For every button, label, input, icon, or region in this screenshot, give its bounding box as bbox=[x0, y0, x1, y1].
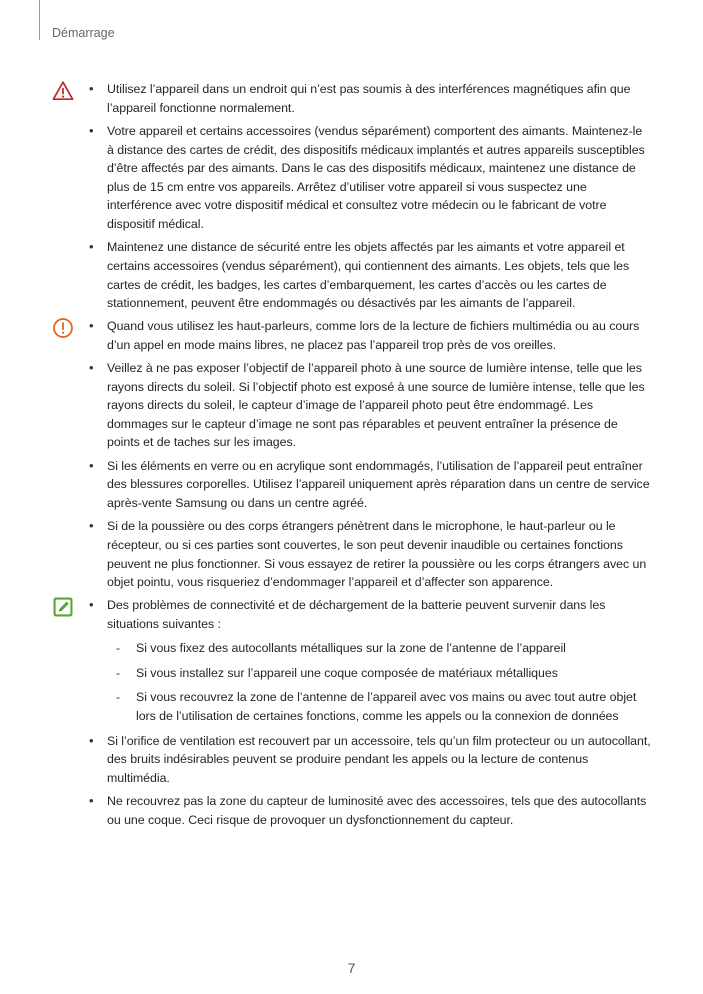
warning-item: • Utilisez l’appareil dans un endroit qui n’est pas soumis à des interférences magnétiques afin que l’appareil fonctionne normalement. bbox=[88, 80, 652, 117]
note-item: • Ne recouvrez pas la zone du capteur de luminosité avec des accessoires, tels que des autocollants ou une coque. Ceci risque de provoquer un dysfonctionnement du capteur. bbox=[88, 792, 652, 829]
section-header: Démarrage bbox=[52, 26, 115, 40]
note-subitem: - Si vous fixez des autocollants métalliques sur la zone de l’antenne de l’appareil bbox=[107, 639, 652, 658]
caution-item: • Si de la poussière ou des corps étrangers pénètrent dans le microphone, le haut-parleur ou le récepteur, ou si ces parties sont couvertes, le son peut devenir inaudible ou certaines fonctions peuvent ne plus fonctionner. Si vous essayez de retirer la poussière ou les corps étrangers avec un objet pointu, vous risqueriez d’endommager l’appareil et d’affecter son apparence. bbox=[88, 517, 652, 591]
note-list bbox=[88, 596, 652, 834]
note-item-text: Des problèmes de connectivité et de déchargement de la batterie peuvent survenir dans les situations suivantes : bbox=[107, 598, 606, 631]
caution-item: • Quand vous utilisez les haut-parleurs, comme lors de la lecture de fichiers multimédia ou au cours d’un appel en mode mains libres, ne placez pas l’appareil trop près de vos oreilles. bbox=[88, 317, 652, 354]
warning-triangle-icon bbox=[52, 80, 74, 102]
header-divider bbox=[39, 0, 40, 40]
caution-item: • Si les éléments en verre ou en acrylique sont endommagés, l’utilisation de l’appareil peut entraîner des blessures corporelles. Utilisez l’appareil uniquement après réparation dans un centre de service après-vente Samsung ou dans un centre agréé. bbox=[88, 457, 652, 513]
caution-exclamation-icon bbox=[52, 317, 74, 339]
note-pencil-icon bbox=[52, 596, 74, 618]
note-subitem: - Si vous recouvrez la zone de l’antenne de l’appareil avec vos mains ou avec tout autre objet lors de l’utilisation de certaines fonctions, comme les appels ou la connexion de données bbox=[107, 688, 652, 725]
caution-list bbox=[88, 317, 652, 597]
warning-item: • Votre appareil et certains accessoires (vendus séparément) comportent des aimants. Maintenez-le à distance des cartes de crédit, des dispositifs médicaux implantés et autres appareils susceptibles d’être affectés par des aimants. Dans le cas des dispositifs médicaux, maintenez une distance de plus de 15 cm entre vos appareils. Arrêtez d’utiliser votre appareil si vous suspectez une interférence avec votre dispositif médical et consultez votre médecin ou le fabricant de votre dispositif médical. bbox=[88, 122, 652, 234]
note-item: • Si l’orifice de ventilation est recouvert par un accessoire, tels qu’un film protecteur ou un autocollant, des bruits indésirables peuvent se produire pendant les appels ou la lecture de contenus multimédia. bbox=[88, 732, 652, 788]
caution-item: • Veillez à ne pas exposer l’objectif de l’appareil photo à une source de lumière intense, telle que les rayons directs du soleil. Si l’objectif photo est exposé à une source de lumière intense, telle que les rayons directs du soleil, le capteur d’image de l’appareil photo peut être endommagé. Les dommages sur le capteur d’image ne sont pas réparables et peuvent entraîner la présence de points et de taches sur les images. bbox=[88, 359, 652, 452]
note-sublist bbox=[107, 639, 652, 725]
note-subitem: - Si vous installez sur l’appareil une coque composée de matériaux métalliques bbox=[107, 664, 652, 683]
warning-item: • Maintenez une distance de sécurité entre les objets affectés par les aimants et votre appareil et certains accessoires (vendus séparément), qui contiennent des aimants. Les objets, tels que les cartes de crédit, les badges, les cartes d’embarquement, les cartes d’accès ou les cartes de stationnement, peuvent être endommagés ou désactivés par les aimants de l’appareil. bbox=[88, 238, 652, 312]
warning-list bbox=[88, 80, 652, 318]
page-number: 7 bbox=[347, 960, 356, 976]
note-item bbox=[88, 596, 652, 726]
